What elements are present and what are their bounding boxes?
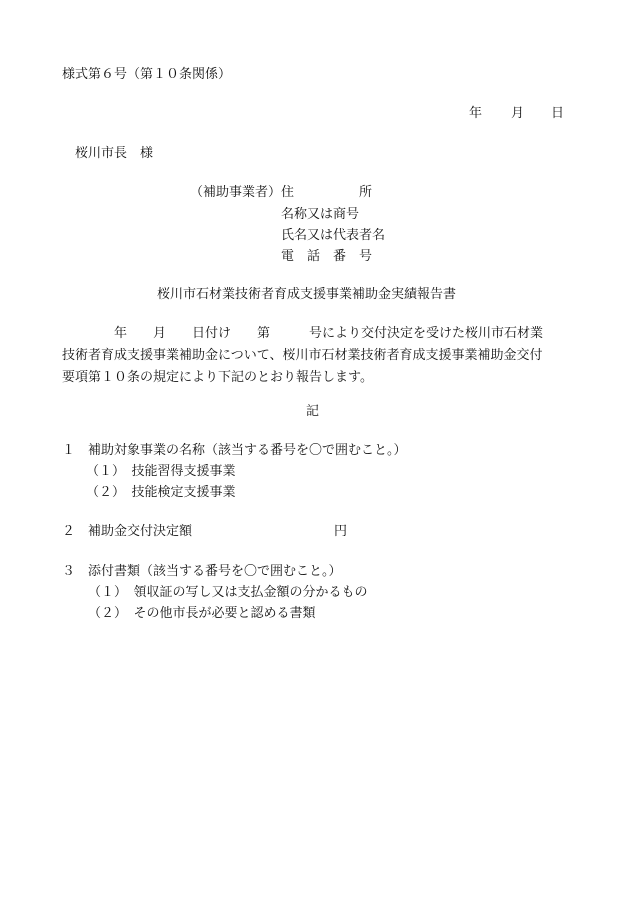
section-3-item-2: （２） その他市長が必要と認める書類 <box>88 606 316 621</box>
section-1-item-2: （２） 技能検定支援事業 <box>86 485 236 500</box>
applicant-name-label: 名称又は商号 <box>281 207 360 222</box>
report-body <box>62 323 574 389</box>
section-1-heading: １ 補助対象事業の名称（該当する番号を〇で囲むこと。） <box>62 443 407 458</box>
date-year: 年 <box>469 106 483 121</box>
section-1-item-1: （１） 技能習得支援事業 <box>86 464 236 479</box>
body-line-3: 要項第１０条の規定により下記のとおり報告します。 <box>62 370 373 385</box>
applicant-representative-label: 氏名又は代表者名 <box>281 228 386 243</box>
body-line-2: 技術者育成支援事業補助金について、桜川市石材業技術者育成支援事業補助金交付 <box>62 348 543 363</box>
ki-heading: 記 <box>306 404 320 419</box>
section-2-unit: 円 <box>334 524 348 539</box>
applicant-phone-label: 電 話 番 号 <box>281 249 373 264</box>
date-day: 日 <box>551 106 565 121</box>
applicant-label: （補助事業者） <box>190 185 282 200</box>
applicant-address-label: 住 所 <box>281 185 373 200</box>
section-3-item-1: （１） 領収証の写し又は支払金額の分かるもの <box>88 585 368 600</box>
section-2-heading: ２ 補助金交付決定額 <box>62 524 193 539</box>
section-3-heading: ３ 添付書類（該当する番号を〇で囲むこと。） <box>62 564 342 579</box>
addressee: 桜川市長 様 <box>75 146 154 161</box>
body-line-1: 年 月 日付け 第 号により交付決定を受けた桜川市石材業 <box>62 326 544 341</box>
date-month: 月 <box>511 106 525 121</box>
form-number: 様式第６号（第１０条関係） <box>62 67 232 82</box>
document-title: 桜川市石材業技術者育成支援事業補助金実績報告書 <box>157 287 457 302</box>
